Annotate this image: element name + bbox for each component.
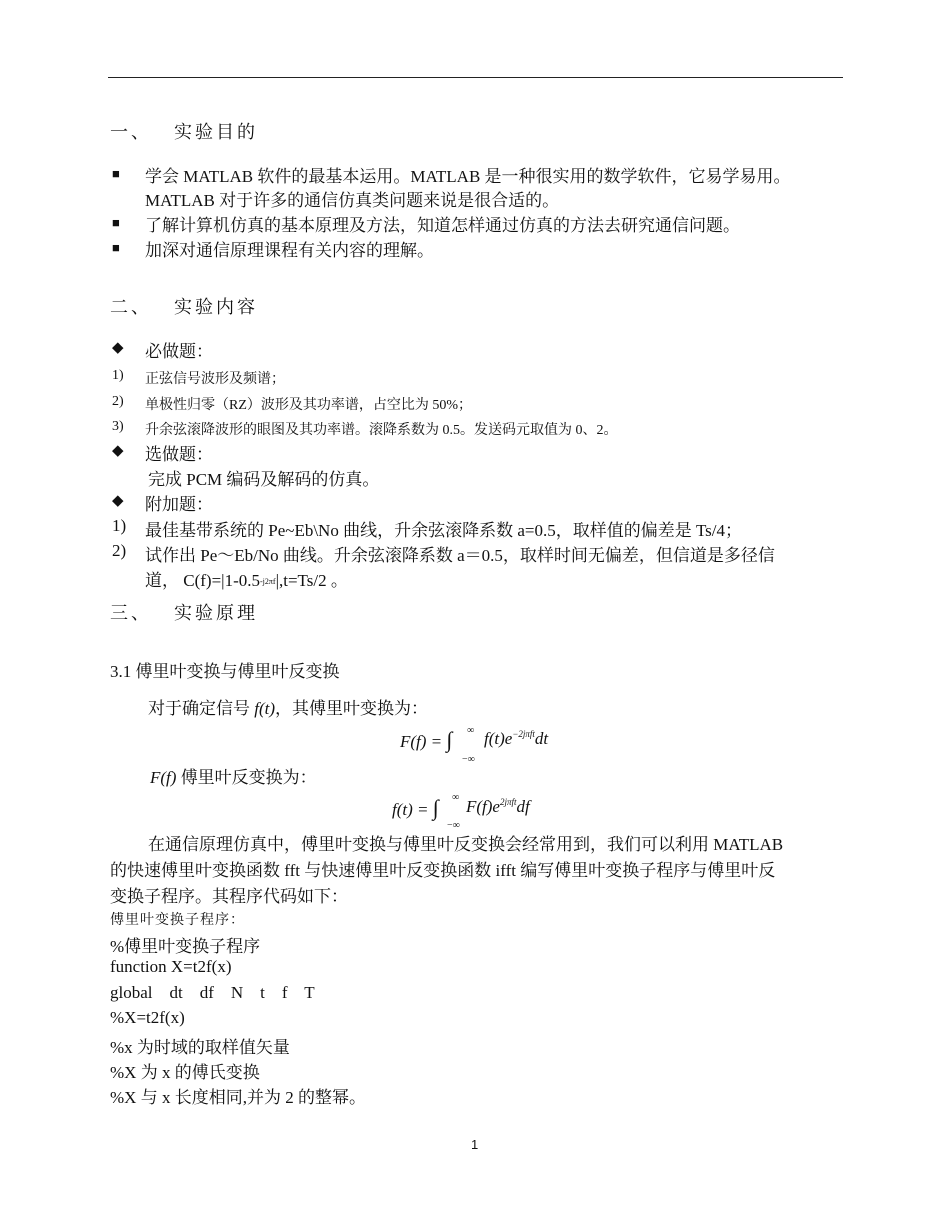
fourier-transform-equation: F(f) = ∫ bbox=[400, 727, 453, 752]
code-line: %x 为时域的取样值矢量 bbox=[110, 1038, 290, 1057]
extra-item-2-line-1: 试作出 Pe～Eb/No 曲线。升余弦滚降系数 a＝0.5，取样时间无偏差，但信道是多径信 bbox=[145, 546, 775, 565]
code-line: %X 为 x 的傅氏变换 bbox=[110, 1063, 260, 1082]
code-line: %傅里叶变换子程序 bbox=[110, 937, 261, 956]
section-heading-objectives: 一、 实验目的 bbox=[110, 122, 258, 142]
extra-item-number: 2) bbox=[112, 541, 127, 560]
required-item-text: 正弦信号波形及频谱； bbox=[145, 372, 285, 387]
bullet-square-icon: ■ bbox=[112, 240, 120, 255]
required-item-number: 3) bbox=[112, 419, 124, 434]
channel-exponent: -j2πf bbox=[259, 577, 276, 586]
paragraph-3-line-3: 变换子程序。其程序代码如下： bbox=[110, 887, 348, 906]
header-rule bbox=[108, 77, 843, 78]
required-item-number: 2) bbox=[112, 394, 124, 409]
bullet-diamond-icon: ◆ bbox=[112, 493, 124, 509]
required-item-text: 单极性归零（RZ）波形及其功率谱，占空比为 50%； bbox=[145, 398, 473, 413]
optional-text: 完成 PCM 编码及解码的仿真。 bbox=[148, 470, 380, 489]
objective-2: 了解计算机仿真的基本原理及方法，知道怎样通过仿真的方法去研究通信问题。 bbox=[145, 216, 740, 235]
bullet-square-icon: ■ bbox=[112, 215, 120, 230]
required-item-number: 1) bbox=[112, 368, 124, 383]
paragraph-2: F(f) 傅里叶反变换为： bbox=[150, 768, 317, 787]
section-heading-principle: 三、 实验原理 bbox=[110, 603, 258, 623]
code-line: global dt df N t f T bbox=[110, 983, 315, 1002]
code-line: function X=t2f(x) bbox=[110, 957, 232, 976]
extra-item-number: 1) bbox=[112, 516, 127, 535]
extra-item-1: 最佳基带系统的 Pe~Eb\No 曲线，升余弦滚降系数 a=0.5，取样值的偏差是 Ts/4； bbox=[145, 521, 742, 540]
bullet-square-icon: ■ bbox=[112, 166, 120, 181]
paragraph-3-line-2: 的快速傅里叶变换函数 fft 与快速傅里叶反变换函数 ifft 编写傅里叶变换子程序与傅里叶反 bbox=[110, 861, 776, 880]
objective-3: 加深对通信原理课程有关内容的理解。 bbox=[145, 241, 434, 260]
integral-upper-limit: ∞ bbox=[452, 792, 460, 803]
optional-label: 选做题： bbox=[145, 445, 213, 464]
integral-upper-limit: ∞ bbox=[467, 725, 475, 736]
page-number: 1 bbox=[471, 1137, 479, 1152]
code-title: 傅里叶变换子程序： bbox=[110, 913, 245, 928]
inverse-integrand: $F(f)e^{2j\pi ft}df$ bbox=[466, 797, 530, 816]
inverse-fourier-equation: f(t) = ∫ bbox=[392, 795, 439, 820]
objective-1-line-2: MATLAB 对于许多的通信仿真类问题来说是很合适的。 bbox=[145, 191, 560, 210]
bullet-diamond-icon: ◆ bbox=[112, 340, 124, 356]
code-line: %X 与 x 长度相同,并为 2 的整幂。 bbox=[110, 1088, 366, 1107]
paragraph-3-line-1: 在通信原理仿真中，傅里叶变换与傅里叶反变换会经常用到，我们可以利用 MATLAB bbox=[148, 835, 784, 854]
code-line: %X=t2f(x) bbox=[110, 1008, 185, 1027]
paragraph-1: 对于确定信号 f(t)，其傅里叶变换为： bbox=[148, 699, 429, 718]
fourier-integrand: $f(t)e^{-2j\pi ft}dt$ bbox=[484, 729, 549, 748]
integral-lower-limit: −∞ bbox=[462, 754, 475, 765]
section-heading-content: 二、 实验内容 bbox=[110, 297, 258, 317]
subsection-title: 3.1 傅里叶变换与傅里叶反变换 bbox=[110, 662, 340, 681]
extra-item-2-line-2: 道， C(f)=|1-0.5-j2πf|,t=Ts/2 。 bbox=[145, 571, 348, 590]
integral-lower-limit: −∞ bbox=[447, 820, 460, 831]
required-label: 必做题： bbox=[145, 342, 213, 361]
required-item-text: 升余弦滚降波形的眼图及其功率谱。滚降系数为 0.5。发送码元取值为 0、2。 bbox=[145, 423, 618, 438]
bullet-diamond-icon: ◆ bbox=[112, 443, 124, 459]
extra-label: 附加题： bbox=[145, 495, 213, 514]
objective-1-line-1: 学会 MATLAB 软件的最基本运用。MATLAB 是一种很实用的数学软件，它易学易用。 bbox=[145, 167, 791, 186]
